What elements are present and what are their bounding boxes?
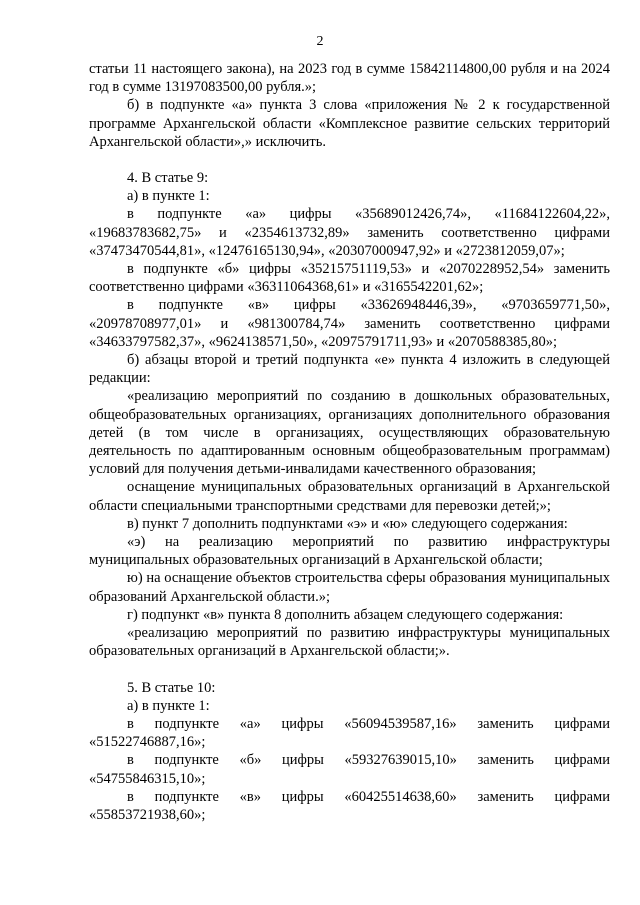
paragraph: в) пункт 7 дополнить подпунктами «э» и «ю» следующего содержания: — [127, 515, 568, 532]
paragraph: а) в пункте 1: — [127, 188, 210, 205]
paragraph: «реализацию мероприятий по развитию инфраструктуры муниципальных образовательных организаций в Архангельской области;». — [89, 625, 610, 660]
paragraph: «э) на реализацию мероприятий по развитию инфраструктуры муниципальных образовательных организаций в Архангельской области; — [89, 534, 610, 569]
document-body — [89, 60, 610, 824]
paragraph: «реализацию мероприятий по созданию в дошкольных образовательных, общеобразовательных организациях, организациях дополнительного образования детей (в том числе в организациях, осуществляющих образовательную деятельность по адаптированным основным общеобразовательным программам) условий для получения детьми-инвалидами качественного образования; — [89, 388, 610, 478]
paragraph: в подпункте «а» цифры «35689012426,74», «11684122604,22», «19683783682,75» и «2354613732,89» заменить соответственно цифрами «37473470544,81», «12476165130,94», «20307000947,92» и «2723812059,07»; — [89, 206, 610, 259]
page-number: 2 — [316, 34, 324, 49]
paragraph: г) подпункт «в» пункта 8 дополнить абзацем следующего содержания: — [127, 606, 564, 623]
paragraph: в подпункте «в» цифры «33626948446,39», «9703659771,50», «20978708977,01» и «981300784,74» заменить соответственно цифрами «34633797582,37», «9624138571,50», «20975791711,93» и «2070588385,80»; — [89, 297, 610, 350]
paragraph: оснащение муниципальных образовательных организаций в Архангельской области специальными транспортными средствами для перевозки детей;»; — [89, 479, 610, 514]
paragraph: б) абзацы второй и третий подпункта «е» пункта 4 изложить в следующей редакции: — [89, 352, 610, 387]
paragraph: в подпункте «б» цифры «35215751119,53» и «2070228952,54» заменить соответственно цифрами «36311064368,61» и «3165542201,62»; — [89, 261, 610, 296]
paragraph: в подпункте «в» цифры «60425514638,60» заменить цифрами «55853721938,60»; — [89, 788, 610, 823]
paragraph: ю) на оснащение объектов строительства сферы образования муниципальных образований Архангельской области.»; — [89, 570, 610, 605]
paragraph: статьи 11 настоящего закона), на 2023 год в сумме 15842114800,00 рубля и на 2024 год в сумме 13197083500,00 рубля.»; — [89, 61, 610, 96]
paragraph: б) в подпункте «а» пункта 3 слова «приложения № 2 к государственной программе Архангельской области «Комплексное развитие сельских территорий Архангельской области»,» исключить. — [89, 97, 610, 150]
paragraph: а) в пункте 1: — [127, 697, 210, 714]
paragraph: 5. В статье 10: — [127, 679, 216, 696]
paragraph: 4. В статье 9: — [127, 170, 209, 187]
paragraph: в подпункте «б» цифры «59327639015,10» заменить цифрами «54755846315,10»; — [89, 752, 610, 787]
paragraph: в подпункте «а» цифры «56094539587,16» заменить цифрами «51522746887,16»; — [89, 715, 610, 751]
